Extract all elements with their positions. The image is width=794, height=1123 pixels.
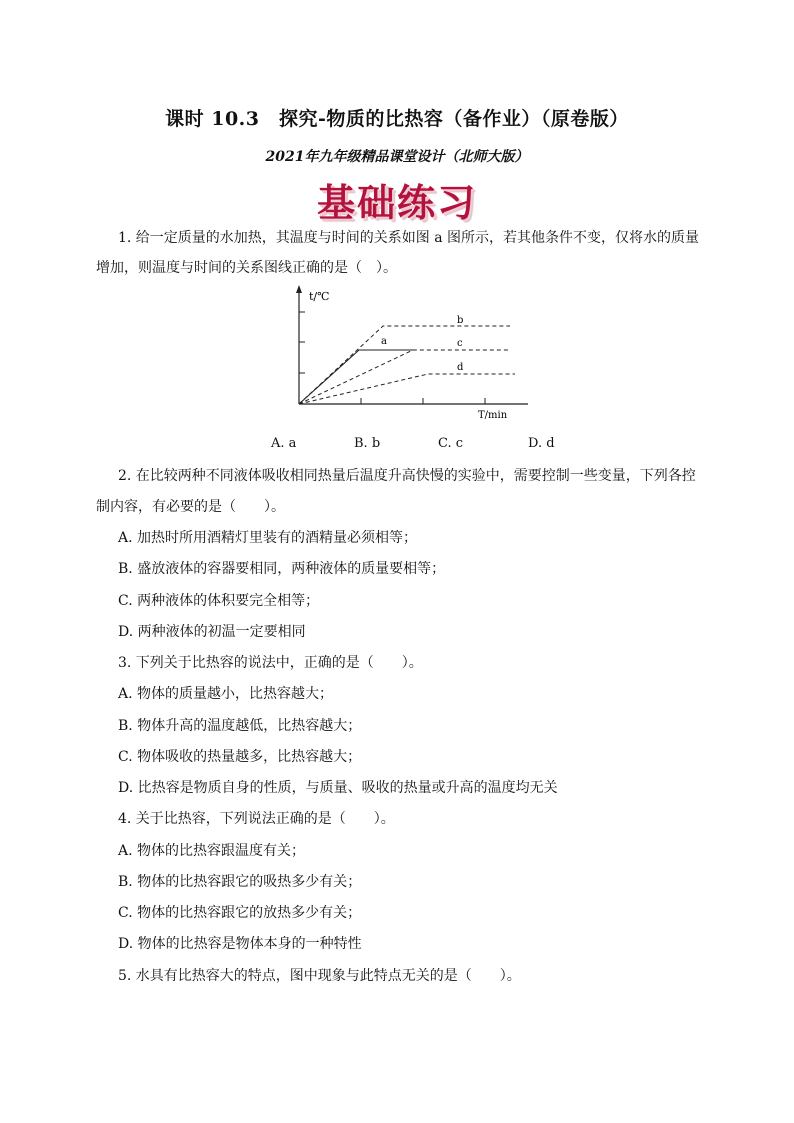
curve-label-c: c — [457, 338, 463, 349]
question-4-option-c: C. 物体的比热容跟它的放热多少有关； — [118, 905, 362, 921]
question-4-option-d: D. 物体的比热容是物体本身的一种特性 — [118, 936, 362, 952]
x-axis-label: T/min — [478, 410, 508, 421]
question-3-option-a: A. 物体的质量越小，比热容越大； — [118, 686, 334, 702]
curve-label-d: d — [457, 362, 464, 373]
curve-label-a: a — [381, 336, 387, 347]
question-2-line-1: 2. 在比较两种不同液体吸收相同热量后温度升高快慢的实验中，需要控制一些变量，下列各控 — [118, 468, 696, 484]
question-2-option-b: B. 盛放液体的容器要相同，两种液体的质量要相等； — [118, 561, 446, 577]
question-4-option-b: B. 物体的比热容跟它的吸热多少有关； — [118, 874, 362, 890]
question-4-stem: 4. 关于比热容，下列说法正确的是（ ）。 — [118, 811, 395, 827]
section-heading: 基础练习 — [316, 180, 477, 225]
question-1-line-1: 1. 给一定质量的水加热，其温度与时间的关系如图 a 图所示，若其他条件不变，仅将水的质量 — [118, 230, 700, 246]
question-2-option-c: C. 两种液体的体积要完全相等； — [118, 593, 320, 609]
temperature-time-graph — [286, 282, 536, 422]
question-4-option-a: A. 物体的比热容跟温度有关； — [118, 843, 306, 859]
question-2-line-2: 制内容，有必要的是（ ）。 — [96, 499, 285, 515]
question-3-option-c: C. 物体吸收的热量越多，比热容越大； — [118, 749, 362, 765]
option-c: C. c — [438, 436, 464, 451]
question-2-option-d: D. 两种液体的初温一定要相同 — [118, 624, 306, 640]
question-3-stem: 3. 下列关于比热容的说法中，正确的是（ ）。 — [118, 655, 423, 671]
question-3-option-d: D. 比热容是物质自身的性质，与质量、吸收的热量或升高的温度均无关 — [118, 780, 558, 796]
question-2-option-a: A. 加热时所用酒精灯里装有的酒精量必须相等； — [118, 530, 418, 546]
option-d: D. d — [528, 436, 555, 451]
curve-b — [299, 326, 510, 404]
curve-c — [299, 350, 510, 404]
y-axis-label: t/℃ — [309, 290, 330, 303]
curve-label-b: b — [457, 315, 464, 326]
question-5-stem: 5. 水具有比热容大的特点，图中现象与此特点无关的是（ ）。 — [118, 968, 521, 984]
option-b: B. b — [354, 436, 381, 451]
page-title: 课时 10.3 探究-物质的比热容（备作业）（原卷版） — [165, 108, 629, 130]
question-1-line-2: 增加，则温度与时间的关系图线正确的是（ ）。 — [96, 260, 397, 276]
option-a: A. a — [271, 436, 297, 451]
question-3-option-b: B. 物体升高的温度越低，比热容越大； — [118, 718, 362, 734]
page-subtitle: 2021年九年级精品课堂设计（北师大版） — [265, 149, 529, 165]
y-axis-arrow — [296, 285, 302, 293]
